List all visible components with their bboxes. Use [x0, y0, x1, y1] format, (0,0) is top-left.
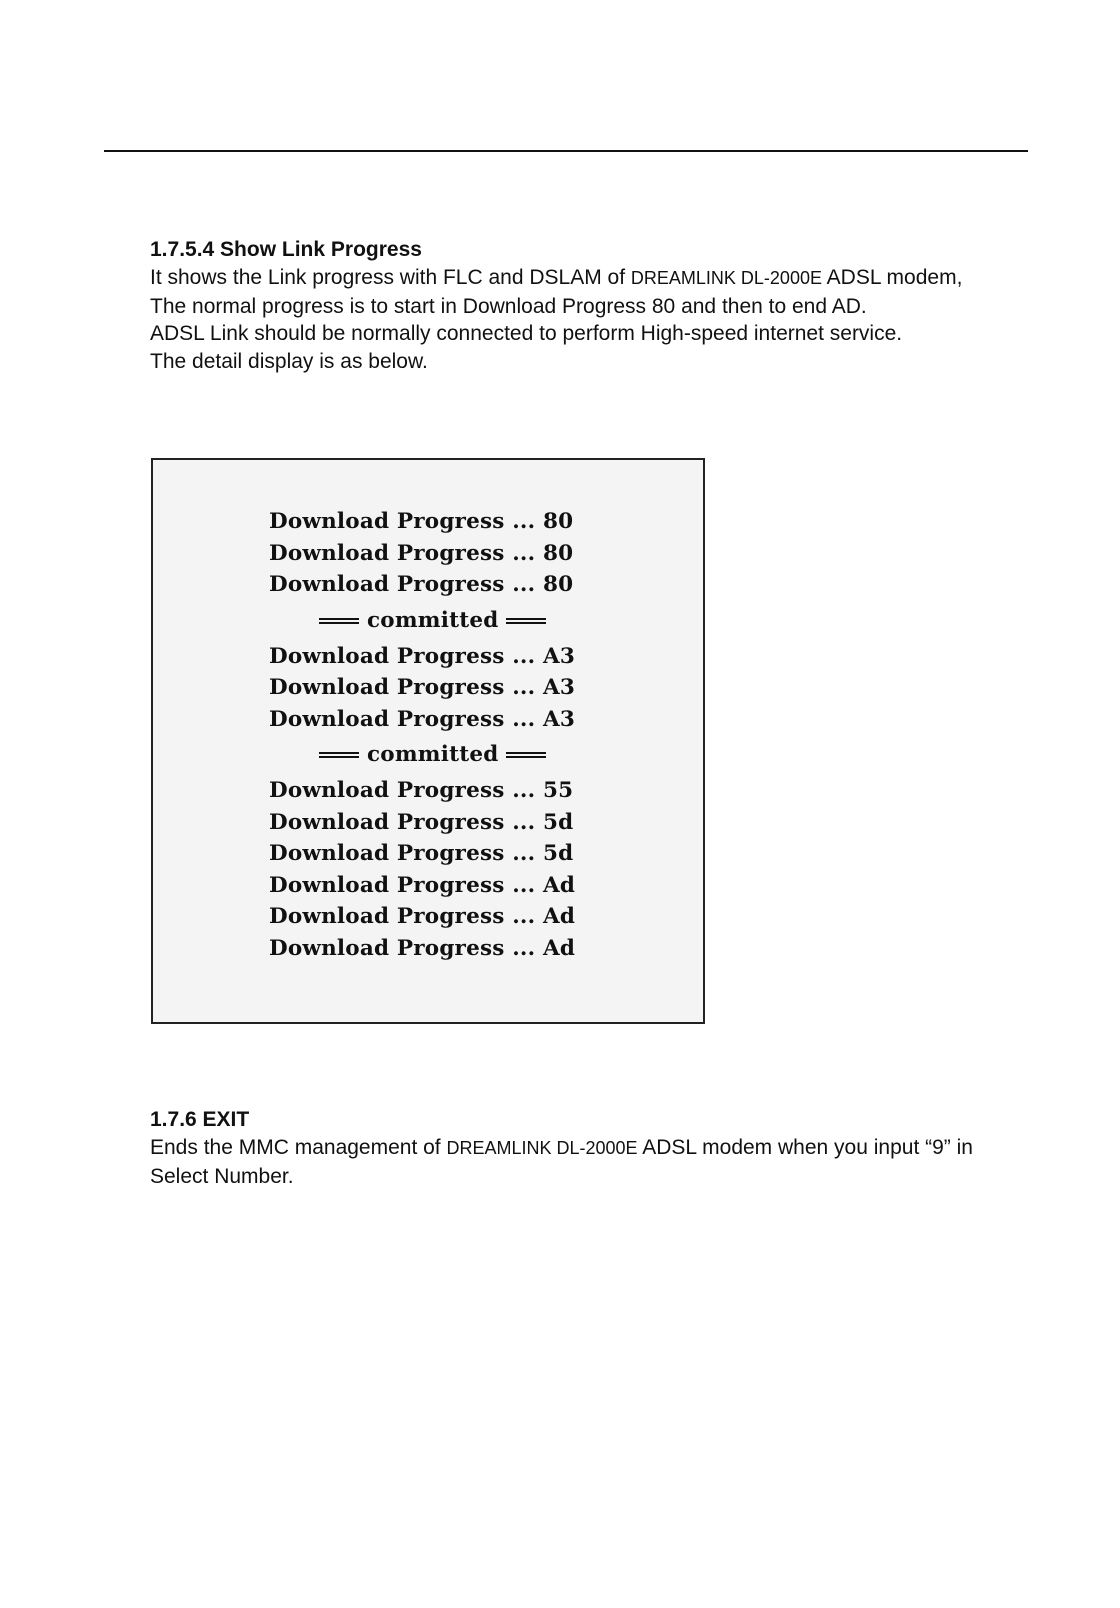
progress-paragraph: The normal progress is to start in Download Progress 80 and then to end AD.	[150, 294, 867, 318]
intro-paragraph	[150, 264, 970, 293]
progress-label: Download Progress ...	[269, 841, 543, 866]
console-screenshot	[151, 458, 705, 1024]
progress-value: 5d	[543, 841, 574, 866]
header-rule	[104, 150, 1028, 152]
product-name: DREAMLINK DL-2000E	[630, 268, 822, 288]
progress-value: 55	[543, 778, 574, 803]
committed-label: committed	[367, 607, 499, 633]
separator-bar	[506, 752, 546, 758]
console-progress-line	[269, 672, 575, 704]
console-progress-line	[269, 901, 575, 933]
progress-label: Download Progress ...	[269, 904, 543, 929]
progress-value: A3	[543, 706, 576, 732]
progress-label: Download Progress ...	[269, 778, 543, 803]
progress-label: Download Progress ...	[269, 935, 543, 961]
section-exit	[150, 1106, 1000, 1190]
progress-value: 5d	[543, 809, 574, 835]
progress-label: Download Progress ...	[269, 872, 543, 898]
console-progress-line	[269, 569, 575, 601]
console-progress-line	[269, 838, 575, 870]
committed-label: committed	[367, 742, 499, 767]
progress-value: Ad	[543, 904, 576, 929]
progress-value: 80	[543, 540, 574, 566]
console-progress-line	[269, 933, 575, 965]
progress-value: 80	[543, 509, 574, 534]
separator-bar	[319, 618, 359, 624]
progress-label: Download Progress ...	[269, 572, 543, 597]
section-show-link-progress	[150, 236, 970, 375]
console-progress-line	[269, 506, 575, 538]
section-heading: 1.7.5.4 Show Link Progress	[150, 238, 422, 261]
progress-value: A3	[543, 675, 576, 700]
progress-label: Download Progress ...	[269, 809, 543, 835]
exit-text-end: ADSL modem when you input “9” in Select Number.	[150, 1136, 973, 1188]
progress-label: Download Progress ...	[269, 643, 543, 669]
console-progress-line	[269, 870, 575, 902]
exit-text: Ends the MMC management of	[150, 1136, 447, 1159]
progress-value: Ad	[543, 872, 576, 898]
progress-label: Download Progress ...	[269, 675, 543, 700]
console-progress-line	[269, 704, 575, 736]
intro-text: It shows the Link progress with FLC and DSLAM of	[150, 266, 631, 289]
progress-value: A3	[543, 643, 576, 669]
progress-label: Download Progress ...	[269, 706, 543, 732]
link-paragraph: ADSL Link should be normally connected to perform High-speed internet service.	[150, 322, 903, 345]
progress-label: Download Progress ...	[269, 509, 543, 534]
committed-separator	[269, 601, 575, 641]
console-progress-line	[269, 538, 575, 570]
section-heading-exit: 1.7.6 EXIT	[150, 1108, 250, 1131]
separator-bar	[319, 752, 359, 758]
console-progress-line	[269, 807, 575, 839]
exit-paragraph	[150, 1134, 1000, 1190]
progress-value: Ad	[543, 935, 576, 961]
console-progress-line	[269, 775, 575, 807]
committed-separator	[269, 735, 575, 775]
console-progress-line	[269, 641, 575, 673]
detail-paragraph: The detail display is as below.	[150, 349, 428, 373]
progress-label: Download Progress ...	[269, 540, 543, 566]
progress-value: 80	[543, 572, 574, 597]
separator-bar	[506, 618, 546, 624]
intro-text-end: ADSL modem,	[821, 266, 963, 289]
console-output	[269, 506, 575, 964]
product-name: DREAMLINK DL-2000E	[446, 1138, 638, 1158]
